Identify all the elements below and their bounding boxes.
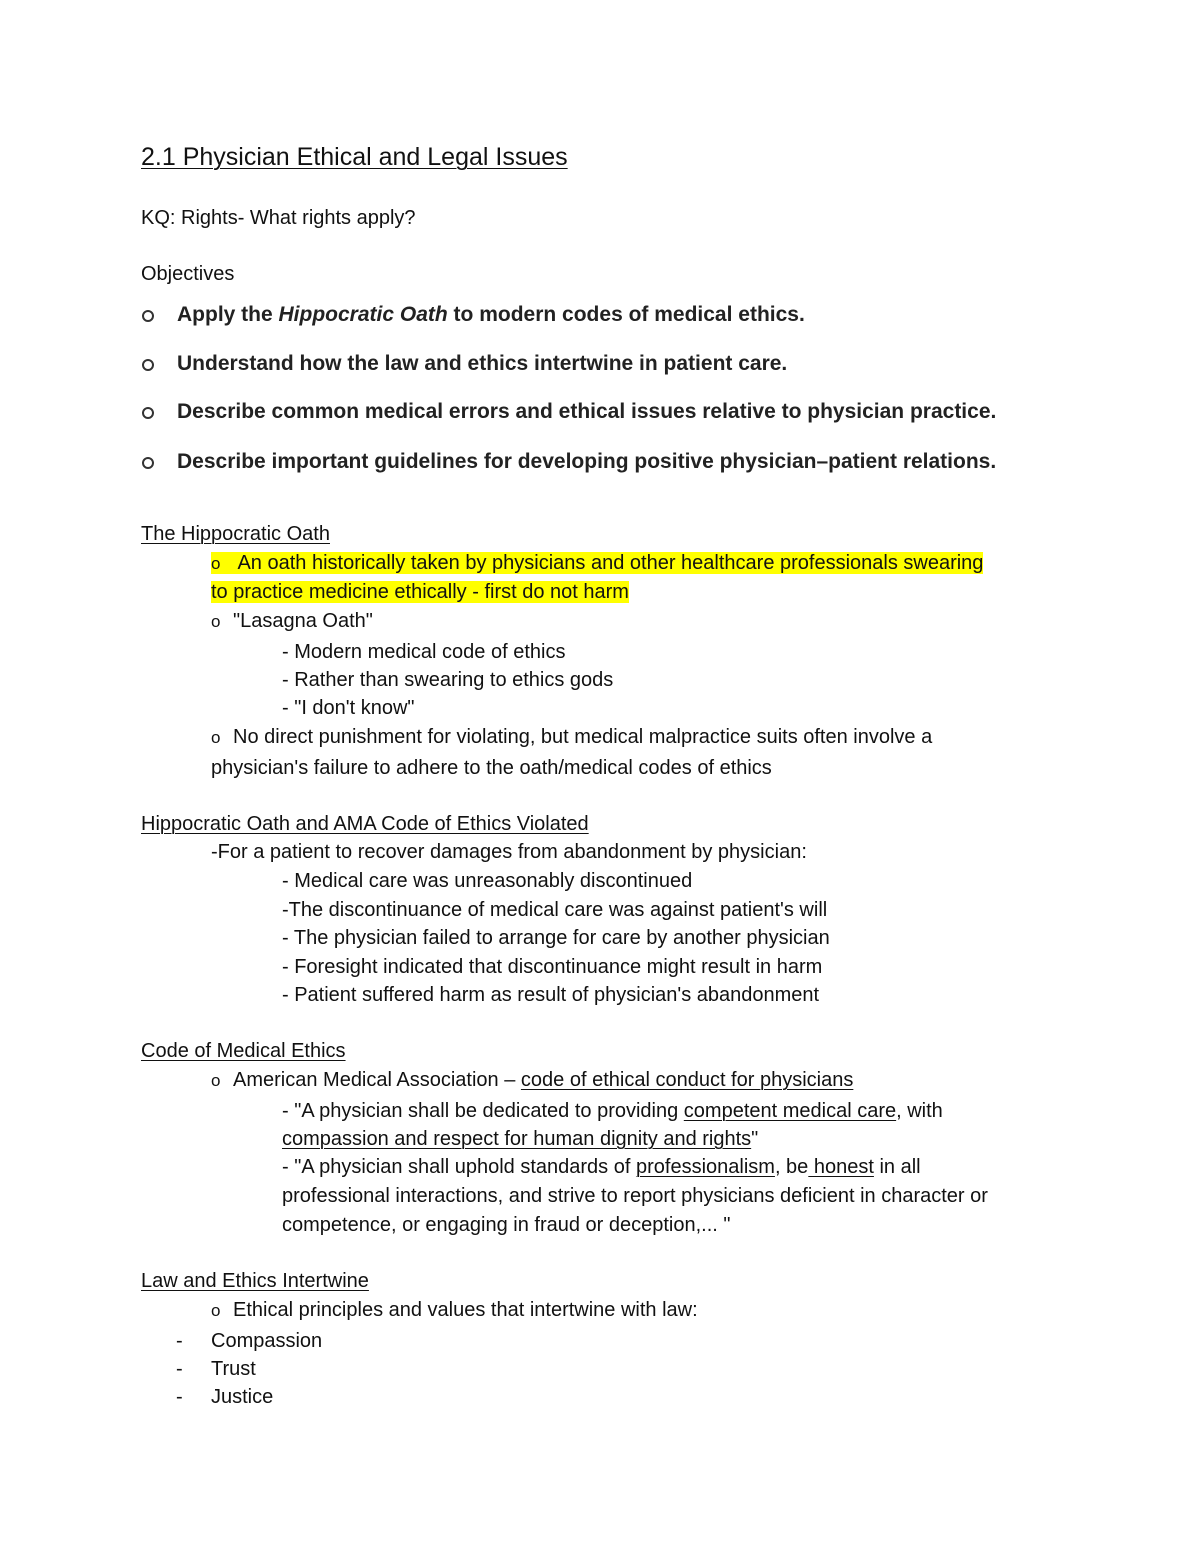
objective-item: Understand how the law and ethics intertwine in patient care.: [177, 352, 788, 375]
objective-item: Describe common medical errors and ethical issues relative to physician practice.: [177, 400, 997, 423]
underlined-text: honest: [808, 1156, 874, 1178]
value-item: Compassion: [211, 1330, 323, 1352]
dash-bullet: -: [176, 1386, 183, 1408]
objectives-heading: Objectives: [141, 263, 235, 285]
list-item: o Ethical principles and values that intertwine with law:: [211, 1299, 698, 1321]
list-item-continuation: physician's failure to adhere to the oath/medical codes of ethics: [211, 757, 772, 779]
underlined-text: competent medical care: [683, 1100, 897, 1122]
sub-list-item: - "I don't know": [282, 697, 415, 719]
page-title: 2.1 Physician Ethical and Legal Issues: [141, 143, 568, 171]
circle-bullet-icon: [142, 457, 154, 469]
section-heading-law-and-ethics: Law and Ethics Intertwine: [141, 1270, 369, 1292]
sub-list-item: - Rather than swearing to ethics gods: [282, 669, 614, 691]
list-item: o American Medical Association – code of ethical conduct for physicians: [211, 1069, 854, 1091]
underlined-text: code of ethical conduct for physicians: [520, 1069, 854, 1091]
key-question: KQ: Rights- What rights apply?: [141, 207, 416, 229]
list-item: o "Lasagna Oath": [211, 610, 373, 632]
quote-line: compassion and respect for human dignity and rights": [282, 1128, 759, 1150]
section-heading-violated: Hippocratic Oath and AMA Code of Ethics Violated: [141, 813, 589, 835]
value-item: Justice: [211, 1386, 274, 1408]
sub-list-item: - Medical care was unreasonably discontinued: [282, 870, 693, 892]
circle-bullet-icon: [142, 407, 154, 419]
circle-bullet-icon: [142, 310, 154, 322]
quote-line: - "A physician shall uphold standards of professionalism, be honest in all: [282, 1156, 921, 1178]
section-heading-code-of-ethics: Code of Medical Ethics: [141, 1040, 346, 1062]
quote-line: professional interactions, and strive to report physicians deficient in character or: [282, 1185, 988, 1207]
list-item: o No direct punishment for violating, but medical malpractice suits often involve a: [211, 726, 933, 748]
quote-line: competence, or engaging in fraud or deception,... ": [282, 1214, 731, 1236]
dash-bullet: -: [176, 1358, 183, 1380]
underlined-text: compassion and respect for human dignity and rights: [282, 1128, 752, 1150]
circle-bullet-icon: [142, 359, 154, 371]
o-bullet: o: [211, 612, 221, 631]
objective-item: Apply the Hippocratic Oath to modern codes of medical ethics.: [177, 303, 805, 326]
highlighted-definition-line2: to practice medicine ethically - first do not harm: [211, 581, 629, 603]
objective-item: Describe important guidelines for developing positive physician–patient relations.: [177, 450, 997, 473]
o-bullet: o: [211, 554, 221, 573]
section-heading-hippocratic-oath: The Hippocratic Oath: [141, 523, 330, 545]
highlighted-definition: o An oath historically taken by physicians and other healthcare professionals swearing: [211, 552, 984, 574]
emphasis-text: Hippocratic Oath: [278, 303, 448, 326]
quote-line: - "A physician shall be dedicated to providing competent medical care, with: [282, 1100, 943, 1122]
sub-list-item: - Modern medical code of ethics: [282, 641, 566, 663]
sub-list-item: -The discontinuance of medical care was against patient's will: [282, 899, 828, 921]
list-intro: -For a patient to recover damages from abandonment by physician:: [211, 841, 807, 863]
o-bullet: o: [211, 1071, 221, 1090]
sub-list-item: - Patient suffered harm as result of physician's abandonment: [282, 984, 820, 1006]
o-bullet: o: [211, 728, 221, 747]
o-bullet: o: [211, 1301, 221, 1320]
sub-list-item: - The physician failed to arrange for care by another physician: [282, 927, 830, 949]
sub-list-item: - Foresight indicated that discontinuance might result in harm: [282, 956, 823, 978]
value-item: Trust: [211, 1358, 256, 1380]
dash-bullet: -: [176, 1330, 183, 1352]
underlined-text: professionalism: [635, 1156, 775, 1178]
